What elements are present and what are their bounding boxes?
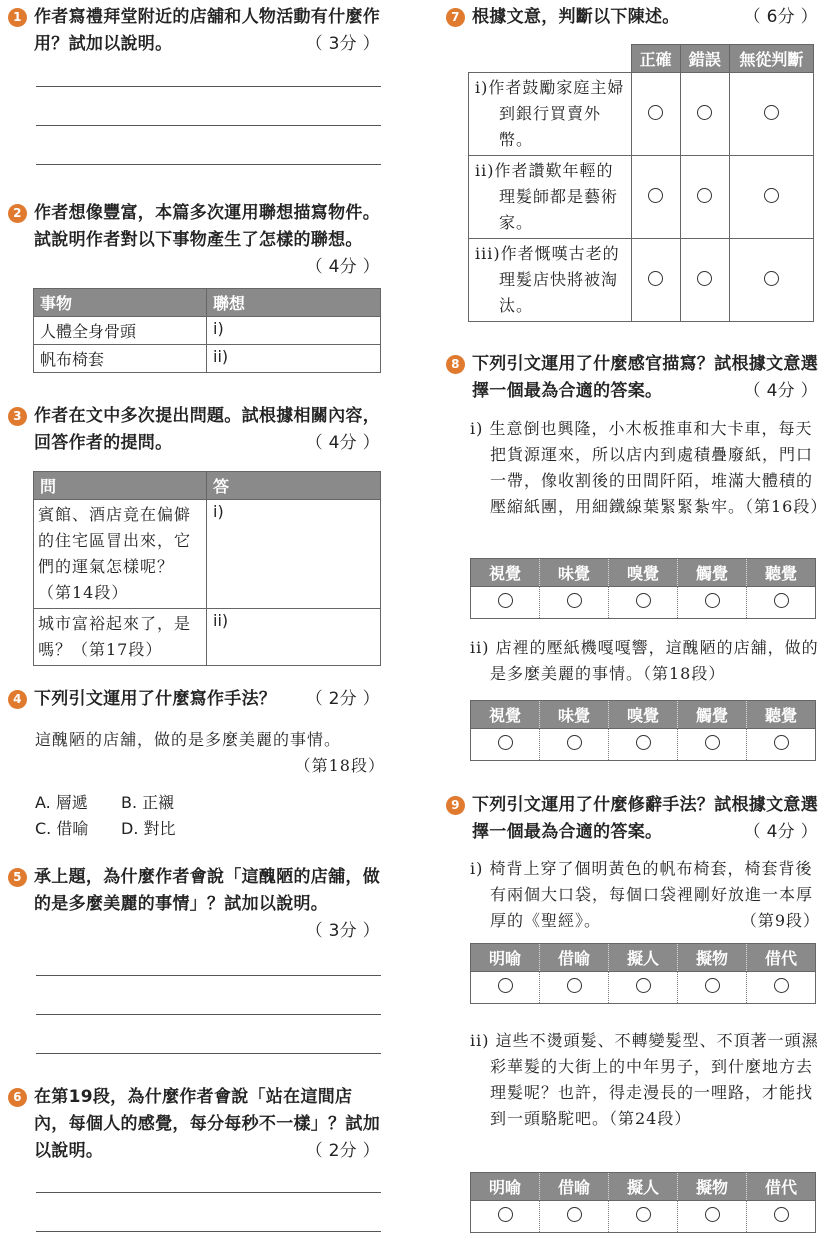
question-number-badge: 6	[8, 1088, 27, 1107]
answer-circle[interactable]	[567, 1207, 582, 1222]
option-header: 嗅覺	[609, 559, 678, 587]
table-header: 答	[207, 472, 381, 500]
answer-line[interactable]	[36, 1053, 381, 1054]
marks-label: （ 3分 ）	[305, 921, 380, 941]
answer-circle[interactable]	[705, 593, 720, 608]
answer-circle[interactable]	[697, 105, 712, 120]
question-number-badge: 8	[446, 355, 465, 374]
options	[35, 790, 176, 842]
option-a[interactable]: A. 層遞	[35, 793, 88, 812]
option-header: 明喻	[471, 1173, 540, 1201]
question-6	[8, 1084, 380, 1165]
statement-text: 作者讚歎年輕的理髮師都是藝術家。	[494, 161, 619, 232]
table-header: 事物	[34, 289, 207, 317]
association-table	[33, 288, 381, 373]
question-4	[8, 686, 380, 713]
marks-label: （ 4分 ）	[743, 822, 818, 842]
option-header: 視覺	[471, 701, 540, 729]
question-number-badge: 7	[446, 8, 465, 27]
answer-circle[interactable]	[697, 188, 712, 203]
item-label: ii)	[470, 1031, 490, 1050]
table-row	[471, 972, 816, 1004]
item-text: 店裡的壓紙機嘎嘎響，這醜陋的店舖，做的是多麼美麗的事情。（第18段）	[490, 638, 819, 683]
option-header: 明喻	[471, 944, 540, 972]
answer-circle[interactable]	[636, 593, 651, 608]
table-cell: 人體全身骨頭	[34, 317, 207, 345]
marks-label: （ 2分 ）	[305, 689, 380, 709]
sense-table-2	[470, 700, 816, 761]
answer-circle[interactable]	[636, 978, 651, 993]
question-text: 在第19段，為什麼作者會說「站在這間店內，每個人的感覺，每分每秒不一樣」？試加以說明。	[34, 1087, 380, 1161]
table-row	[34, 317, 381, 345]
option-header: 借代	[747, 944, 816, 972]
marks-label: （ 3分 ）	[305, 34, 380, 54]
answer-circle[interactable]	[636, 1207, 651, 1222]
quote-item	[470, 856, 820, 934]
statement-label: iii)	[475, 244, 501, 263]
question-number-badge: 5	[8, 868, 27, 887]
question-text: 下列引文運用了什麼感官描寫？試根據文意選擇一個最為合適的答案。	[472, 354, 818, 401]
question-text: 作者想像豐富，本篇多次運用聯想描寫物件。試說明作者對以下事物產生了怎樣的聯想。	[34, 203, 380, 250]
question-9	[446, 792, 818, 846]
marks-label: （ 6分 ）	[743, 7, 818, 27]
quote-item	[470, 635, 820, 687]
question-number-badge: 4	[8, 690, 27, 709]
answer-line[interactable]	[36, 86, 381, 87]
marks-label: （ 4分 ）	[305, 257, 380, 277]
question-number-badge: 1	[8, 8, 27, 27]
question-1	[8, 4, 380, 58]
statement-label: i)	[475, 78, 489, 97]
answer-circle[interactable]	[567, 978, 582, 993]
answer-line[interactable]	[36, 975, 381, 976]
question-text: 下列引文運用了什麼寫作手法？	[34, 689, 277, 709]
option-header: 味覺	[540, 701, 609, 729]
statement-text: 作者鼓勵家庭主婦到銀行買賣外幣。	[488, 78, 625, 149]
item-reference: （第9段）	[740, 911, 820, 930]
question-2	[8, 200, 380, 281]
question-text: 根據文意，判斷以下陳述。	[472, 7, 680, 27]
quote-reference: （第18段）	[294, 756, 385, 775]
answer-circle[interactable]	[498, 978, 513, 993]
device-table-1	[470, 943, 816, 1004]
table-header: 聯想	[207, 289, 381, 317]
option-header: 視覺	[471, 559, 540, 587]
table-row	[469, 73, 814, 156]
answer-circle[interactable]	[774, 1207, 789, 1222]
quote-text: 這醜陋的店舖，做的是多麼美麗的事情。	[35, 730, 342, 749]
option-header: 味覺	[540, 559, 609, 587]
question-text: 作者寫禮拜堂附近的店舖和人物活動有什麼作用？試加以說明。	[34, 7, 380, 54]
answer-line[interactable]	[36, 1192, 381, 1193]
item-label: i)	[470, 419, 484, 438]
statement-text: 作者慨嘆古老的理髮店快將被淘汰。	[499, 244, 620, 315]
question-text: 承上題，為什麼作者會說「這醜陋的店舖，做的是多麼美麗的事情」？試加以說明。	[34, 867, 380, 914]
option-header: 聽覺	[747, 701, 816, 729]
table-row	[34, 609, 381, 666]
option-header: 擬人	[609, 944, 678, 972]
table-header: 正確	[631, 45, 680, 73]
question-8	[446, 351, 818, 405]
answer-circle[interactable]	[764, 188, 779, 203]
table-cell: 城市富裕起來了，是嗎？（第17段）	[34, 609, 207, 666]
answer-circle[interactable]	[705, 1207, 720, 1222]
table-header: 問	[34, 472, 207, 500]
table-header: 錯誤	[680, 45, 729, 73]
answer-circle[interactable]	[498, 1207, 513, 1222]
answer-circle[interactable]	[648, 105, 663, 120]
answer-line[interactable]	[36, 164, 381, 165]
answer-circle[interactable]	[567, 735, 582, 750]
question-3	[8, 403, 380, 457]
question-number-badge: 3	[8, 407, 27, 426]
item-label: ii)	[470, 638, 490, 657]
table-cell: 賓館、酒店竟在偏僻的住宅區冒出來，它們的運氣怎樣呢？（第14段）	[34, 500, 207, 609]
answer-cell[interactable]: i)	[207, 317, 381, 345]
answer-cell[interactable]: i)	[207, 500, 381, 609]
table-cell: 帆布椅套	[34, 345, 207, 373]
device-table-2	[470, 1172, 816, 1233]
answer-circle[interactable]	[648, 271, 663, 286]
answer-circle[interactable]	[774, 593, 789, 608]
table-row	[471, 587, 816, 619]
answer-line[interactable]	[36, 125, 381, 126]
option-header: 借喻	[540, 1173, 609, 1201]
answer-circle[interactable]	[648, 188, 663, 203]
question-number-badge: 2	[8, 204, 27, 223]
item-text: 椅背上穿了個明黃色的帆布椅套，椅套背後有兩個大口袋，每個口袋裡剛好放進一本厚厚的《聖經》。	[489, 859, 814, 930]
table-header: 無從判斷	[729, 45, 813, 73]
true-false-table	[468, 44, 814, 322]
table-row	[34, 345, 381, 373]
question-answer-table	[33, 471, 381, 666]
item-text: 生意倒也興隆，小木板推車和大卡車，每天把貨源運來，所以店内到處積疊廢紙，門口一帶，像收割後的田間阡陌，堆滿大體積的壓縮紙團，用細鐵線葉緊緊紮牢。（第16段）	[489, 419, 828, 516]
table-row	[469, 239, 814, 322]
question-5	[8, 864, 380, 945]
answer-circle[interactable]	[636, 735, 651, 750]
option-header: 聽覺	[747, 559, 816, 587]
quote-item	[470, 416, 828, 520]
answer-circle[interactable]	[774, 735, 789, 750]
answer-line[interactable]	[36, 1231, 381, 1232]
question-7	[446, 4, 818, 31]
answer-circle[interactable]	[697, 271, 712, 286]
option-header: 嗅覺	[609, 701, 678, 729]
answer-circle[interactable]	[705, 735, 720, 750]
answer-circle[interactable]	[705, 978, 720, 993]
item-label: i)	[470, 859, 484, 878]
answer-circle[interactable]	[774, 978, 789, 993]
sense-table-1	[470, 558, 816, 619]
table-row	[471, 729, 816, 761]
table-row	[469, 156, 814, 239]
table-row	[471, 1201, 816, 1233]
answer-circle[interactable]	[498, 735, 513, 750]
answer-cell[interactable]: ii)	[207, 345, 381, 373]
answer-cell[interactable]: ii)	[207, 609, 381, 666]
statement-label: ii)	[475, 161, 495, 180]
option-d[interactable]: D. 對比	[121, 819, 176, 838]
question-text: 作者在文中多次提出問題。試根據相關內容，回答作者的提問。	[34, 406, 380, 453]
option-header: 觸覺	[678, 559, 747, 587]
option-c[interactable]: C. 借喻	[35, 819, 89, 838]
option-header: 觸覺	[678, 701, 747, 729]
option-b[interactable]: B. 正襯	[121, 793, 175, 812]
quote-item	[470, 1028, 820, 1132]
table-row	[34, 500, 381, 609]
option-header: 借代	[747, 1173, 816, 1201]
answer-circle[interactable]	[567, 593, 582, 608]
question-text: 下列引文運用了什麼修辭手法？試根據文意選擇一個最為合適的答案。	[472, 795, 818, 842]
option-header: 擬人	[609, 1173, 678, 1201]
option-header: 借喻	[540, 944, 609, 972]
item-text: 這些不燙頭髮、不轉變髮型、不頂著一頭濕彩華髮的大街上的中年男子，到什麼地方去理髮呢？也許，得走漫長的一哩路，才能找到一頭駱駝吧。（第24段）	[490, 1031, 819, 1128]
question-number-badge: 9	[446, 796, 465, 815]
option-header: 擬物	[678, 944, 747, 972]
marks-label: （ 2分 ）	[305, 1141, 380, 1161]
marks-label: （ 4分 ）	[305, 433, 380, 453]
answer-circle[interactable]	[764, 271, 779, 286]
answer-circle[interactable]	[764, 105, 779, 120]
option-header: 擬物	[678, 1173, 747, 1201]
answer-circle[interactable]	[498, 593, 513, 608]
marks-label: （ 4分 ）	[743, 381, 818, 401]
answer-line[interactable]	[36, 1014, 381, 1015]
